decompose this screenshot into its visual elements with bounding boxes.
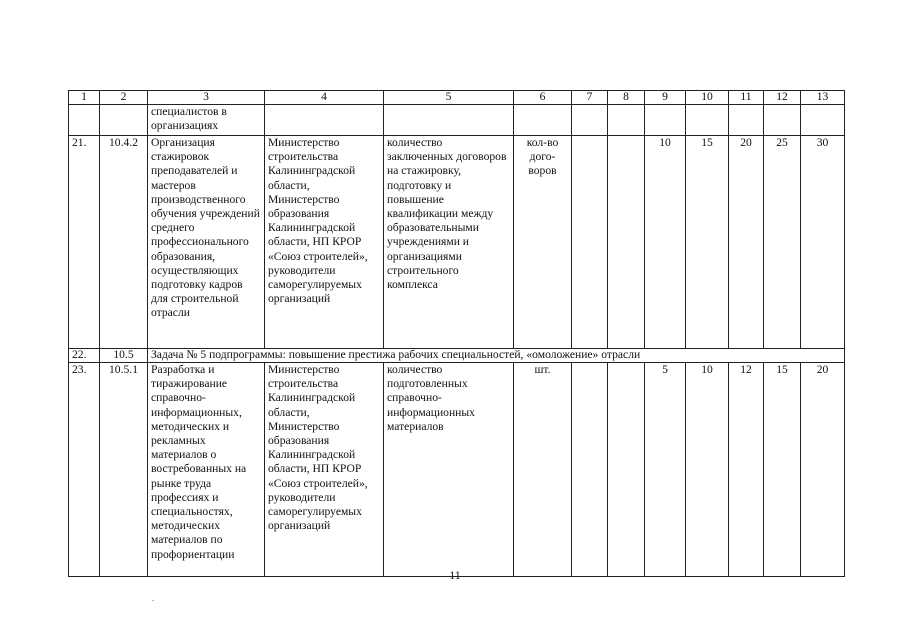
cell-code: 10.5.1 xyxy=(100,363,148,577)
scan-speck xyxy=(152,600,154,601)
cell-c11 xyxy=(729,105,764,136)
cell-c11: 12 xyxy=(729,363,764,577)
cell-c9 xyxy=(645,105,686,136)
cell-executor: Министерство строительства Калининградской области, Министерство образования Калининградской области, НП КРОР «Союз строителей», руководители саморегулируемых организаций xyxy=(265,136,384,349)
cell-code: 10.5 xyxy=(100,349,148,363)
cell-unit: шт. xyxy=(514,363,572,577)
cell-unit xyxy=(514,105,572,136)
col-header-3: 3 xyxy=(148,91,265,105)
table-row-22 xyxy=(69,349,845,363)
cell-activity: Организация стажировок преподавателей и мастеров производственного обучения учреждений среднего профессионального образования, осуществляющих подготовку кадров для строительной отрасли xyxy=(148,136,265,349)
page-number: 11 xyxy=(449,568,461,582)
cell-c9: 10 xyxy=(645,136,686,349)
cell-c9: 5 xyxy=(645,363,686,577)
col-header-12: 12 xyxy=(764,91,801,105)
cell-activity: Разработка и тиражирование справочно-информационных, методических и рекламных материалов о востребованных на рынке труда профессиях и специальностях, методических материалов по профориентации xyxy=(148,363,265,577)
cell-c10 xyxy=(686,105,729,136)
col-header-9: 9 xyxy=(645,91,686,105)
cell-c12: 15 xyxy=(764,363,801,577)
cell-unit: кол-во дого-воров xyxy=(514,136,572,349)
task-heading: Задача № 5 подпрограммы: повышение престижа рабочих специальностей, «омоложение» отрасли xyxy=(148,349,845,363)
cell-c12: 25 xyxy=(764,136,801,349)
col-header-11: 11 xyxy=(729,91,764,105)
cell-c8 xyxy=(608,363,645,577)
cell-c7 xyxy=(572,105,608,136)
col-header-1: 1 xyxy=(69,91,100,105)
cell-c13: 20 xyxy=(801,363,845,577)
cell-c7 xyxy=(572,363,608,577)
cell-c7 xyxy=(572,136,608,349)
cell-c13 xyxy=(801,105,845,136)
cell-no: 21. xyxy=(69,136,100,349)
cell-c8 xyxy=(608,136,645,349)
col-header-7: 7 xyxy=(572,91,608,105)
cell-code xyxy=(100,105,148,136)
table-row-continuation xyxy=(69,105,845,136)
cell-no: 23. xyxy=(69,363,100,577)
cell-indicator xyxy=(384,105,514,136)
col-header-6: 6 xyxy=(514,91,572,105)
cell-indicator: количество подготовленных справочно-информационных материалов xyxy=(384,363,514,577)
cell-c11: 20 xyxy=(729,136,764,349)
col-header-5: 5 xyxy=(384,91,514,105)
cell-c12 xyxy=(764,105,801,136)
col-header-2: 2 xyxy=(100,91,148,105)
table-row-21 xyxy=(69,136,845,349)
col-header-10: 10 xyxy=(686,91,729,105)
cell-no: 22. xyxy=(69,349,100,363)
program-activities-table xyxy=(68,90,845,577)
cell-c8 xyxy=(608,105,645,136)
cell-no xyxy=(69,105,100,136)
cell-code: 10.4.2 xyxy=(100,136,148,349)
col-header-13: 13 xyxy=(801,91,845,105)
cell-executor: Министерство строительства Калининградской области, Министерство образования Калининградской области, НП КРОР «Союз строителей», руководители саморегулируемых организаций xyxy=(265,363,384,577)
table-row-23 xyxy=(69,363,845,577)
cell-activity: специалистов в организациях xyxy=(148,105,265,136)
cell-c10: 10 xyxy=(686,363,729,577)
col-header-8: 8 xyxy=(608,91,645,105)
cell-c10: 15 xyxy=(686,136,729,349)
col-header-4: 4 xyxy=(265,91,384,105)
cell-indicator: количество заключенных договоров на стажировку, подготовку и повышение квалификации между образовательными учреждениями и организациями строительного комплекса xyxy=(384,136,514,349)
cell-c13: 30 xyxy=(801,136,845,349)
column-number-row xyxy=(69,91,845,105)
cell-executor xyxy=(265,105,384,136)
